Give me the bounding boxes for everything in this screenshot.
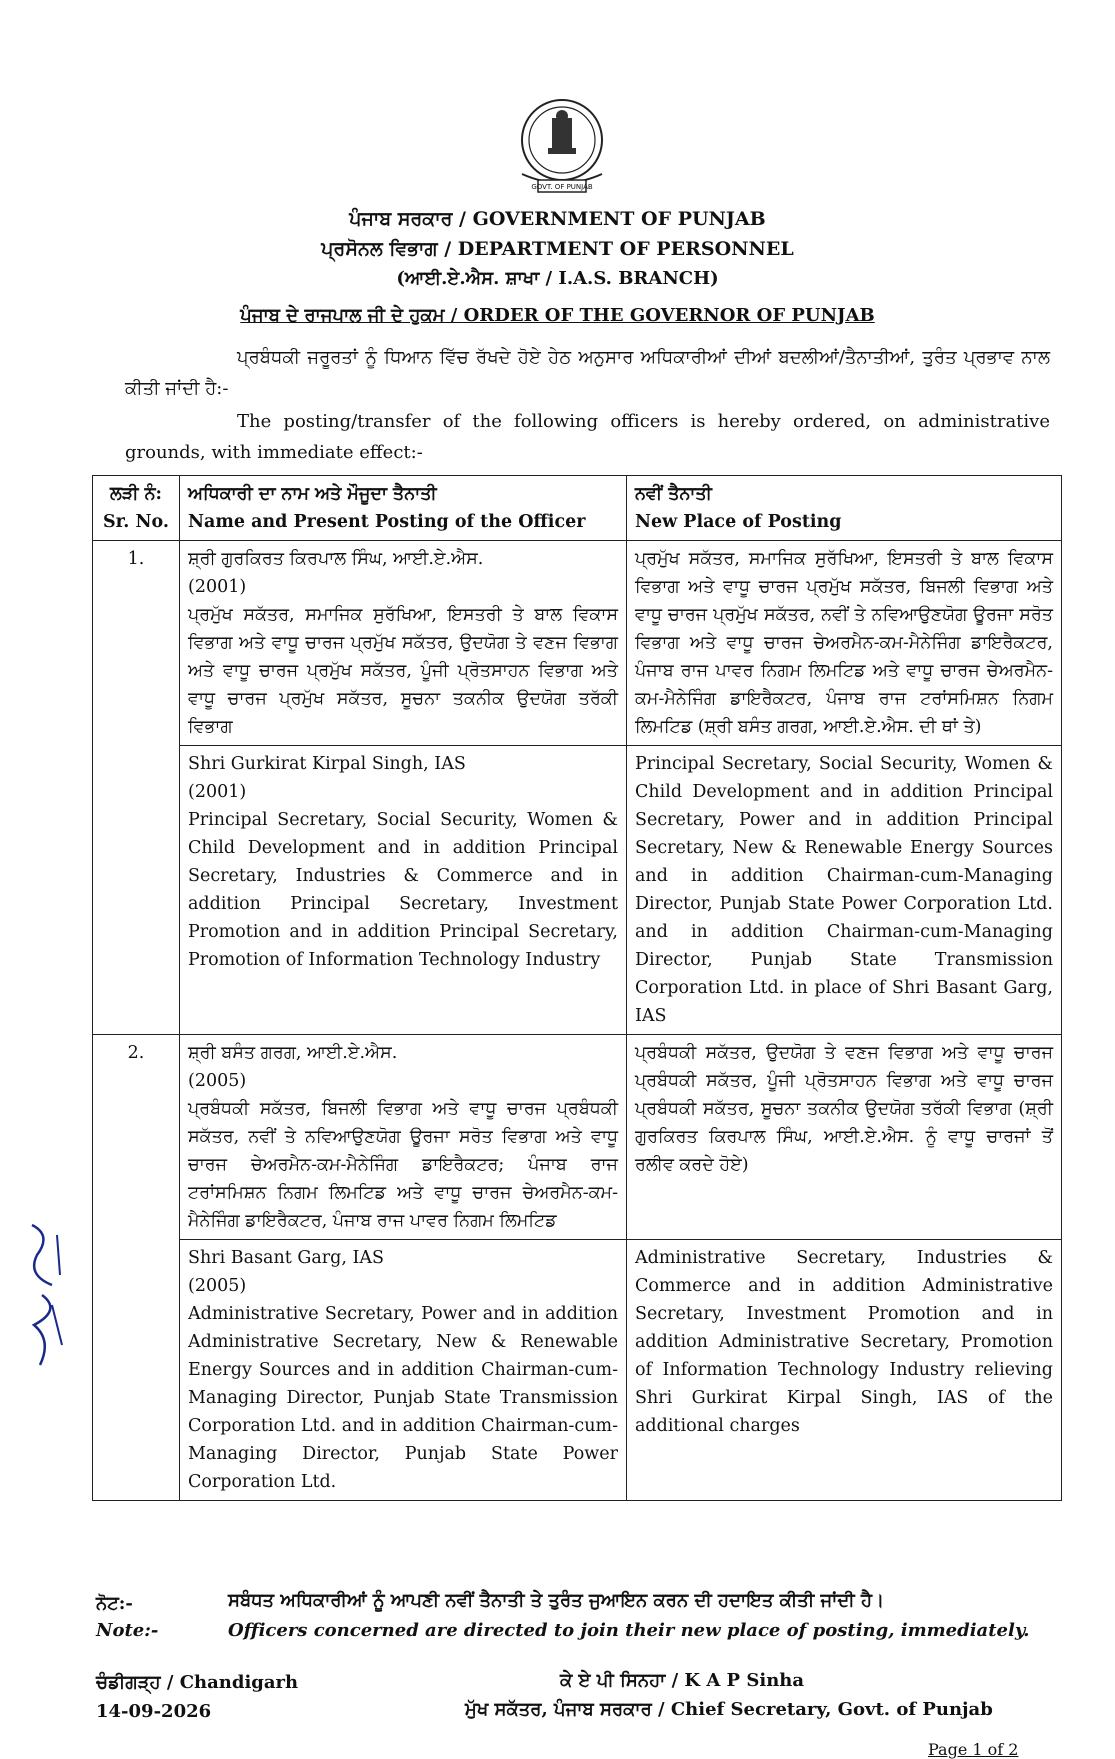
table-row: [93, 541, 1062, 746]
note-text-pa: ਸਬੰਧਤ ਅਧਿਕਾਰੀਆਂ ਨੂੰ ਆਪਣੀ ਨਵੀਂ ਤੈਨਾਤੀ ਤੇ ਤੁਰੰਤ ਜੁਆਇਨ ਕਰਨ ਦੀ ਹਦਾਇਤ ਕੀਤੀ ਜਾਂਦੀ ਹੈ।: [228, 1590, 885, 1611]
header-new-en: New Place of Posting: [635, 512, 842, 532]
note-label-en: Note:-: [96, 1620, 159, 1641]
new-posting-pa: ਪ੍ਰਬੰਧਕੀ ਸਕੱਤਰ, ਉਦਯੋਗ ਤੇ ਵਣਜ ਵਿਭਾਗ ਅਤੇ ਵਾਧੂ ਚਾਰਜ ਪ੍ਰਬੰਧਕੀ ਸਕੱਤਰ, ਪੂੰਜੀ ਪ੍ਰੋਤਸਾਹਨ ਵਿਭਾਗ ਅਤੇ ਵਾਧੂ ਚਾਰਜ ਪ੍ਰਬੰਧਕੀ ਸਕੱਤਰ, ਸੂਚਨਾ ਤਕਨੀਕ ਉਦਯੋਗ ਤਰੱਕੀ ਵਿਭਾਗ (ਸ਼੍ਰੀ ਗੁਰਕਿਰਤ ਕਿਰਪਾਲ ਸਿੰਘ, ਆਈ.ਏ.ਐਸ. ਨੂੰ ਵਾਧੂ ਚਾਰਜਾਂ ਤੋਂ ਰਲੀਵ ਕਰਦੇ ਹੋਏ): [627, 1035, 1062, 1240]
note-label-pa: ਨੋਟ:-: [96, 1593, 133, 1614]
row-serial: 1.: [93, 541, 180, 1035]
header-name-pa: ਅਧਿਕਾਰੀ ਦਾ ਨਾਮ ਅਤੇ ਮੌਜੂਦਾ ਤੈਨਾਤੀ: [188, 484, 437, 504]
page-number: Page 1 of 2: [928, 1740, 1019, 1759]
header-new: [627, 476, 1062, 541]
present-posting-en: [180, 746, 627, 1035]
table-row: [93, 746, 1062, 1035]
intro-punjabi: ਪ੍ਰਬੰਧਕੀ ਜਰੂਰਤਾਂ ਨੂੰ ਧਿਆਨ ਵਿੱਚ ਰੱਖਦੇ ਹੋਏ ਹੇਠ ਅਨੁਸਾਰ ਅਧਿਕਾਰੀਆਂ ਦੀਆਂ ਬਦਲੀਆਂ/ਤੈਨਾਤੀਆਂ, ਤੁਰੰਤ ਪ੍ਰਭਾਵ ਨਾਲ ਕੀਤੀ ਜਾਂਦੀ ਹੈ:-: [125, 347, 1050, 399]
row-serial: 2.: [93, 1035, 180, 1501]
present-posting-text-pa: ਪ੍ਰਬੰਧਕੀ ਸਕੱਤਰ, ਬਿਜਲੀ ਵਿਭਾਗ ਅਤੇ ਵਾਧੂ ਚਾਰਜ ਪ੍ਰਬੰਧਕੀ ਸਕੱਤਰ, ਨਵੀਂ ਤੇ ਨਵਿਆਉਣਯੋਗ ਊਰਜਾ ਸਰੋਤ ਵਿਭਾਗ ਅਤੇ ਵਾਧੂ ਚਾਰਜ ਚੇਅਰਮੈਨ-ਕਮ-ਮੈਨੇਜਿੰਗ ਡਾਇਰੈਕਟਰ; ਪੰਜਾਬ ਰਾਜ ਟਰਾਂਸਮਿਸ਼ਨ ਨਿਗਮ ਲਿਮਟਿਡ ਅਤੇ ਵਾਧੂ ਚਾਰਜ ਚੇਅਰਮੈਨ-ਕਮ-ਮੈਨੇਜਿੰਗ ਡਾਇਰੈਕਟਰ, ਪੰਜਾਬ ਰਾਜ ਪਾਵਰ ਨਿਗਮ ਲਿਮਟਿਡ: [188, 1099, 618, 1231]
signatory-name: ਕੇ ਏ ਪੀ ਸਿਨਹਾ / K A P Sinha: [560, 1670, 805, 1691]
officer-batch-en: (2005): [188, 1276, 247, 1296]
table-row: [93, 1035, 1062, 1240]
header-government: ਪੰਜਾਬ ਸਰਕਾਰ / GOVERNMENT OF PUNJAB: [349, 208, 766, 230]
officer-name-pa: ਸ਼੍ਰੀ ਗੁਰਕਿਰਤ ਕਿਰਪਾਲ ਸਿੰਘ, ਆਈ.ਏ.ਐਸ.: [188, 549, 484, 569]
present-posting-text-en: Administrative Secretary, Power and in addition Administrative Secretary, New & Renewable Energy Sources and in addition Chairman-cum-Managing Director, Punjab State Transmission Corporation Ltd. and in addition Chairman-cum-Managing Director, Punjab State Power Corporation Ltd.: [188, 1304, 618, 1492]
present-posting-en: [180, 1240, 627, 1501]
officer-name-en: Shri Basant Garg, IAS: [188, 1248, 385, 1268]
header-name-en: Name and Present Posting of the Officer: [188, 512, 586, 532]
signatory-designation: ਮੁੱਖ ਸਕੱਤਰ, ਪੰਜਾਬ ਸਰਕਾਰ / Chief Secretary, Govt. of Punjab: [465, 1699, 993, 1720]
header-sr-pa: ਲੜੀ ਨੰ:: [109, 484, 162, 504]
header-sr: [93, 476, 180, 541]
place: ਚੰਡੀਗੜ੍ਹ / Chandigarh: [96, 1672, 299, 1693]
officer-name-pa: ਸ਼੍ਰੀ ਬਸੰਤ ਗਰਗ, ਆਈ.ਏ.ਐਸ.: [188, 1043, 398, 1063]
present-posting-text-en: Principal Secretary, Social Security, Women & Child Development and in addition Principal Secretary, Industries & Commerce and in addition Principal Secretary, Investment Promotion and in addition Principal Secretary, Promotion of Information Technology Industry: [188, 810, 618, 970]
header-branch: (ਆਈ.ਏ.ਐਸ. ਸ਼ਾਖਾ / I.A.S. BRANCH): [396, 268, 719, 289]
govt-emblem-seal: [516, 92, 608, 202]
present-posting-text-pa: ਪ੍ਰਮੁੱਖ ਸਕੱਤਰ, ਸਮਾਜਿਕ ਸੁਰੱਖਿਆ, ਇਸਤਰੀ ਤੇ ਬਾਲ ਵਿਕਾਸ ਵਿਭਾਗ ਅਤੇ ਵਾਧੂ ਚਾਰਜ ਪ੍ਰਮੁੱਖ ਸਕੱਤਰ, ਉਦਯੋਗ ਤੇ ਵਣਜ ਵਿਭਾਗ ਅਤੇ ਵਾਧੂ ਚਾਰਜ ਪ੍ਰਮੁੱਖ ਸਕੱਤਰ, ਪੂੰਜੀ ਪ੍ਰੋਤਸਾਹਨ ਵਿਭਾਗ ਅਤੇ ਵਾਧੂ ਚਾਰਜ ਪ੍ਰਮੁੱਖ ਸਕੱਤਰ, ਸੂਚਨਾ ਤਕਨੀਕ ਉਦਯੋਗ ਤਰੱਕੀ ਵਿਭਾਗ: [188, 605, 618, 737]
header-new-pa: ਨਵੀਂ ਤੈਨਾਤੀ: [635, 484, 712, 504]
officer-batch-pa: (2005): [188, 1071, 247, 1091]
header-department: ਪ੍ਰਸੋਨਲ ਵਿਭਾਗ / DEPARTMENT OF PERSONNEL: [321, 238, 794, 260]
officer-batch-pa: (2001): [188, 577, 247, 597]
order-date: 14-09-2026: [96, 1701, 212, 1722]
new-posting-en: Principal Secretary, Social Security, Women & Child Development and in addition Principal Secretary, Power and in addition Principal Secretary, New & Renewable Energy Sources and in addition Chairman-cum-Managing Director, Punjab State Power Corporation Ltd. and in addition Chairman-cum-Managing Director, Punjab State Transmission Corporation Ltd. in place of Shri Basant Garg, IAS: [627, 746, 1062, 1035]
present-posting-pa: [180, 541, 627, 746]
header-sr-en: Sr. No.: [103, 512, 169, 532]
table-row: [93, 1240, 1062, 1501]
intro-english: The posting/transfer of the following officers is hereby ordered, on administrative grounds, with immediate effect:-: [125, 411, 1050, 463]
svg-text:GOVT. OF PUNJAB: GOVT. OF PUNJAB: [531, 183, 593, 191]
new-posting-en: Administrative Secretary, Industries & Commerce and in addition Administrative Secretary, Investment Promotion and in addition Administrative Secretary, Promotion of Information Technology Industry relieving Shri Gurkirat Kirpal Singh, IAS of the additional charges: [627, 1240, 1062, 1501]
order-title: ਪੰਜਾਬ ਦੇ ਰਾਜਪਾਲ ਜੀ ਦੇ ਹੁਕਮ / ORDER OF THE GOVERNOR OF PUNJAB: [240, 305, 875, 326]
table-header-row: [93, 476, 1062, 541]
present-posting-pa: [180, 1035, 627, 1240]
officer-batch-en: (2001): [188, 782, 247, 802]
handwritten-initials: [22, 1215, 72, 1385]
new-posting-pa: ਪ੍ਰਮੁੱਖ ਸਕੱਤਰ, ਸਮਾਜਿਕ ਸੁਰੱਖਿਆ, ਇਸਤਰੀ ਤੇ ਬਾਲ ਵਿਕਾਸ ਵਿਭਾਗ ਅਤੇ ਵਾਧੂ ਚਾਰਜ ਪ੍ਰਮੁੱਖ ਸਕੱਤਰ, ਬਿਜਲੀ ਵਿਭਾਗ ਅਤੇ ਵਾਧੂ ਚਾਰਜ ਪ੍ਰਮੁੱਖ ਸਕੱਤਰ, ਨਵੀਂ ਤੇ ਨਵਿਆਉਣਯੋਗ ਊਰਜਾ ਸਰੋਤ ਵਿਭਾਗ ਅਤੇ ਵਾਧੂ ਚਾਰਜ ਚੇਅਰਮੈਨ-ਕਮ-ਮੈਨੇਜਿੰਗ ਡਾਇਰੈਕਟਰ, ਪੰਜਾਬ ਰਾਜ ਪਾਵਰ ਨਿਗਮ ਲਿਮਟਿਡ ਅਤੇ ਵਾਧੂ ਚਾਰਜ ਚੇਅਰਮੈਨ-ਕਮ-ਮੈਨੇਜਿੰਗ ਡਾਇਰੈਕਟਰ, ਪੰਜਾਬ ਰਾਜ ਟਰਾਂਸਮਿਸ਼ਨ ਨਿਗਮ ਲਿਮਟਿਡ (ਸ਼੍ਰੀ ਬਸੰਤ ਗਰਗ, ਆਈ.ਏ.ਐਸ. ਦੀ ਥਾਂ ਤੇ): [627, 541, 1062, 746]
note-text-en: Officers concerned are directed to join their new place of posting, immediately.: [228, 1620, 1030, 1641]
officer-name-en: Shri Gurkirat Kirpal Singh, IAS: [188, 754, 466, 774]
header-name: [180, 476, 627, 541]
postings-table: [92, 475, 1062, 1501]
